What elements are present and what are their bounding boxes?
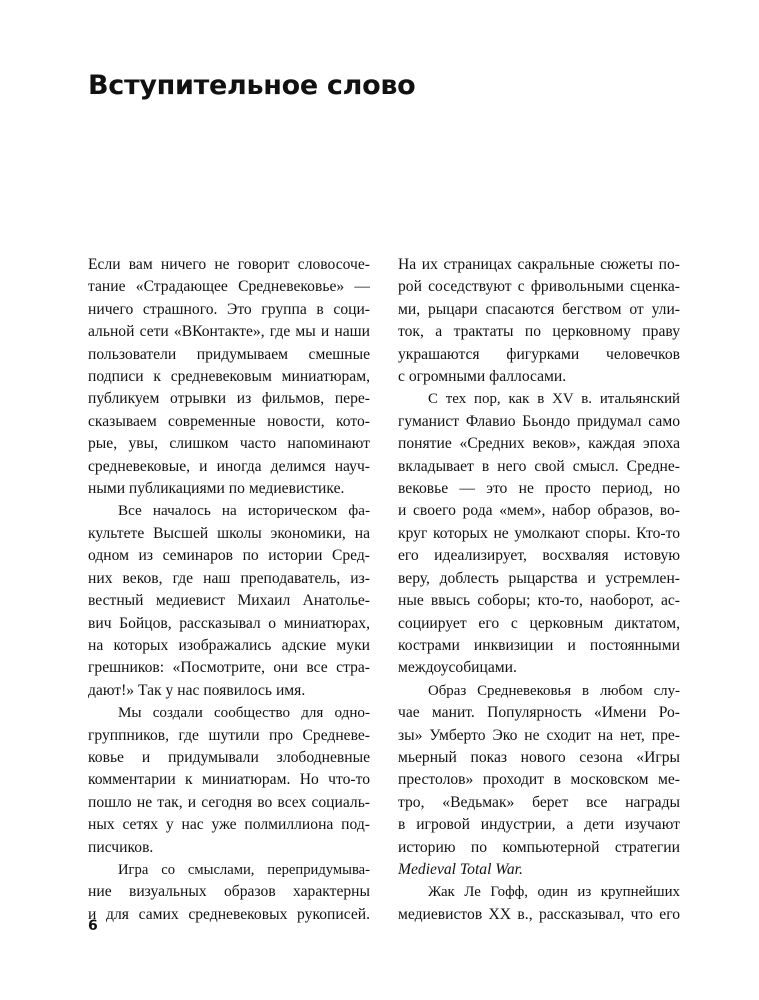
text-line: культете Высшей школы экономики, на	[88, 524, 370, 542]
page-number: 6	[88, 918, 98, 934]
text-line: пошло не так, и сегодня во всех социаль-	[88, 793, 370, 811]
text-line: историю по компьютерной стратегии	[398, 838, 680, 856]
text-line: подписи к средневековым миниатюрам,	[88, 368, 370, 386]
text-line: ничего страшного. Это группа в соци-	[88, 300, 370, 318]
text-line: вестный медиевист Михаил Анатолье-	[88, 592, 370, 610]
text-line: них веков, где наш преподаватель, из-	[88, 569, 370, 587]
text-line: веру, доблесть рыцарства и устремлен-	[398, 569, 680, 587]
text-line: мьерный показ нового сезона «Игры	[398, 748, 680, 766]
text-line: Жак Ле Гофф, один из крупнейших	[428, 884, 680, 901]
text-line: ными публикациями по медиевистике.	[88, 480, 345, 498]
text-column-right	[398, 254, 680, 926]
text-line: средневековые, и иногда делимся науч-	[88, 457, 370, 475]
text-line: понятие «Средних веков», каждая эпоха	[398, 435, 680, 453]
text-line: На их страницах сакральные сюжеты по-	[398, 256, 680, 273]
text-line: с огромными фаллосами.	[398, 368, 567, 386]
text-line: публикуем отрывки из фильмов, пере-	[88, 390, 370, 408]
text-line: Если вам ничего не говорит словосоче-	[88, 256, 370, 273]
text-line: грешников: «Посмотрите, они все стра-	[88, 659, 370, 677]
text-line: ток, а трактаты по церковному праву	[398, 323, 680, 341]
text-line: дают!» Так у нас появилось имя.	[88, 681, 306, 699]
text-line: и для самих средневековых рукописей.	[88, 905, 370, 923]
text-line: рые, увы, слишком часто напоминают	[88, 435, 370, 453]
text-line: комментарии к миниатюрам. Но что-то	[88, 771, 370, 789]
text-line: круг которых не умолкают споры. Кто-то	[398, 524, 680, 542]
text-line: украшаются фигурками человечков	[398, 345, 680, 363]
text-line: чае манит. Популярность «Имени Ро-	[398, 704, 680, 722]
text-line: и своего рода «мем», набор образов, во-	[398, 502, 680, 520]
text-line: зы» Умберто Эко не сходит на нет, пре-	[398, 726, 680, 744]
text-line: группников, где шутили про Средневе-	[88, 726, 370, 744]
text-line: Образ Средневековья в любом слу-	[428, 682, 680, 699]
text-line: вкладывает в него свой смысл. Средне-	[398, 457, 680, 475]
text-line: одном из семинаров по истории Сред-	[88, 547, 370, 565]
text-line: писчиков.	[88, 838, 154, 856]
text-line: на которых изображались адские муки	[88, 636, 370, 654]
text-line: тро, «Ведьмак» берет все награды	[398, 793, 680, 811]
text-line: гуманист Флавио Бьондо придумал само	[398, 412, 680, 430]
text-line: социирует его с церковным диктатом,	[398, 614, 680, 632]
text-line: междоусобицами.	[398, 659, 517, 677]
text-line: ние визуальных образов характерны	[88, 883, 370, 901]
text-line: ми, рыцари спасаются бегством от ули-	[398, 300, 680, 318]
text-line: Все началось на историческом фа-	[118, 502, 370, 520]
text-line: вич Бойцов, рассказывал о миниатюрах,	[88, 614, 370, 632]
text-line: кострами инквизиции и постоянными	[398, 636, 680, 654]
chapter-title: Вступительное слово	[88, 70, 416, 101]
text-line: Мы создали сообщество для одно-	[118, 705, 370, 722]
text-line: ных сетях у нас уже полмиллиона под-	[88, 816, 370, 834]
text-line: Игра со смыслами, перепридумыва-	[118, 861, 370, 878]
text-line: сказываем современные новости, кото-	[88, 412, 370, 430]
text-line: престолов» проходит в московском ме-	[398, 771, 680, 789]
text-line: в игровой индустрии, а дети изучают	[398, 816, 680, 834]
text-line: Medieval Total War.	[398, 860, 523, 878]
text-line: его идеализирует, восхваляя истовую	[398, 547, 680, 565]
text-line: вековье — это не просто период, но	[398, 480, 680, 498]
text-line: С тех пор, как в XV в. итальянский	[428, 391, 680, 408]
text-line: пользователи придумываем смешные	[88, 345, 370, 363]
text-line: рой соседствуют с фривольными сценка-	[398, 278, 680, 296]
text-line: ные ввысь соборы; кто-то, наоборот, ас-	[398, 592, 680, 610]
text-line: ковье и придумывали злободневные	[88, 748, 370, 766]
text-line: тание «Страдающее Средневековье» —	[88, 278, 370, 296]
text-line: альной сети «ВКонтакте», где мы и наши	[88, 323, 370, 341]
text-column-left	[88, 254, 370, 926]
text-line: медиевистов XX в., рассказывал, что его	[398, 905, 680, 923]
